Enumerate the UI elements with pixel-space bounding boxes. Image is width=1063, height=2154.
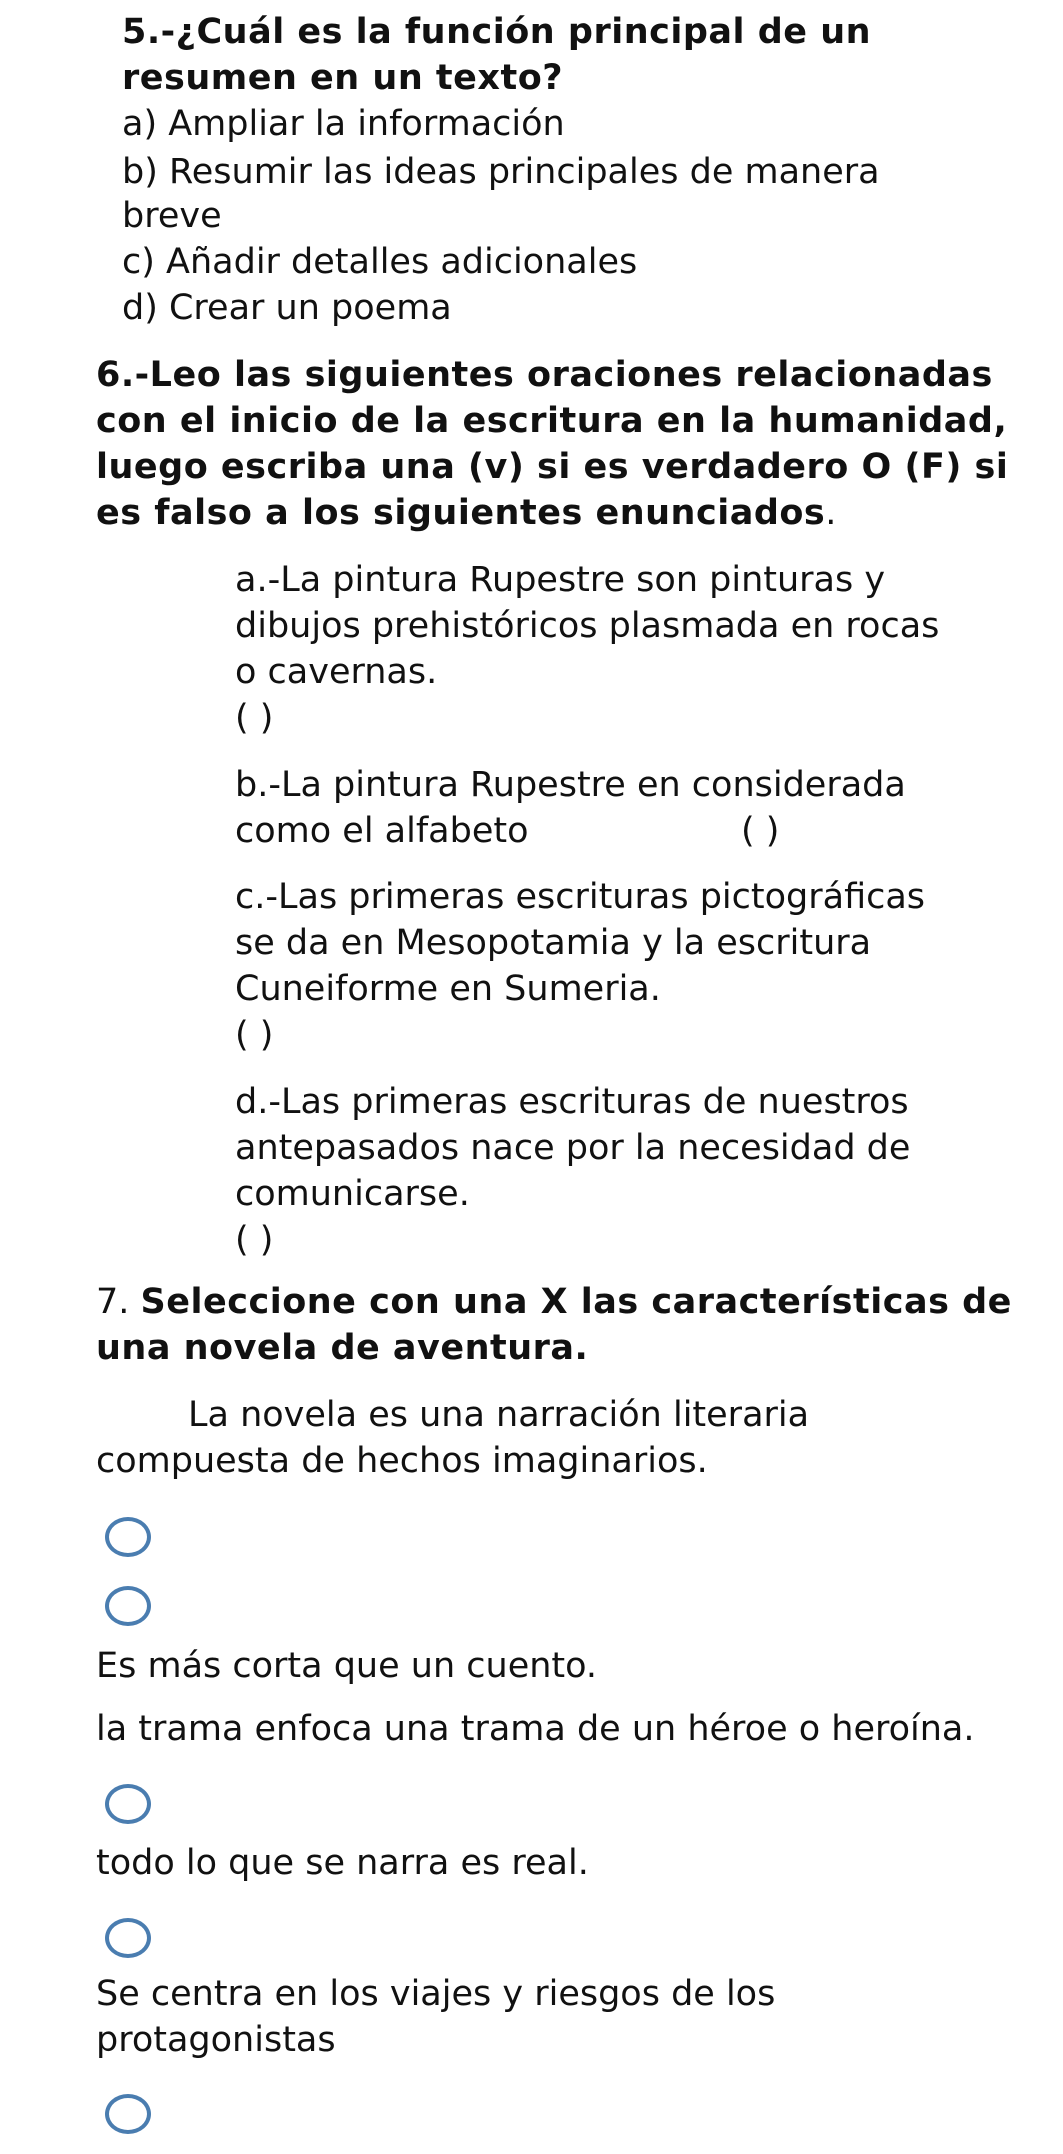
q5-option-b-line2: breve	[122, 196, 222, 236]
q6-item-a-line1: a.-La pintura Rupestre son pinturas y	[235, 560, 886, 600]
q7-radio-option-5[interactable]	[105, 2094, 151, 2134]
q6-item-b-line2: como el alfabeto	[235, 811, 529, 851]
q6-item-d-line3: comunicarse.	[235, 1174, 470, 1214]
q5-title-line1: 5.-¿Cuál es la función principal de un	[122, 12, 872, 52]
q6-item-d-line1: d.-Las primeras escrituras de nuestros	[235, 1082, 909, 1122]
q6-item-c-line3: Cuneiforme en Sumeria.	[235, 969, 661, 1009]
q6-title-line3: luego escriba una (v) si es verdadero O (F) si	[96, 447, 1009, 487]
q7-intro-line1: La novela es una narración literaria	[188, 1395, 810, 1435]
q6-item-a-line3: o cavernas.	[235, 652, 438, 692]
q7-option-travel-line1: Se centra en los viajes y riesgos de los	[96, 1974, 776, 2014]
q6-title-line2: con el inicio de la escritura en la humanidad,	[96, 401, 1008, 441]
q7-option-shorter: Es más corta que un cuento.	[96, 1646, 598, 1686]
q7-option-hero: la trama enfoca una trama de un héroe o heroína.	[96, 1709, 975, 1749]
q6-item-c-line2: se da en Mesopotamia y la escritura	[235, 923, 872, 963]
q6-item-c-line1: c.-Las primeras escrituras pictográficas	[235, 877, 926, 917]
q6-item-b-answer-blank[interactable]: ( )	[741, 811, 780, 851]
q5-option-c: c) Añadir detalles adicionales	[122, 242, 638, 282]
q6-title-line1: 6.-Leo las siguientes oraciones relacionadas	[96, 355, 993, 395]
q5-option-a: a) Ampliar la información	[122, 104, 565, 144]
q7-radio-option-1[interactable]	[105, 1517, 151, 1557]
q5-option-b-line1: b) Resumir las ideas principales de manera	[122, 152, 880, 192]
q6-item-a-line2: dibujos prehistóricos plasmada en rocas	[235, 606, 940, 646]
q7-title-line1	[96, 1279, 1012, 1325]
q7-intro-line2: compuesta de hechos imaginarios.	[96, 1441, 708, 1481]
q7-radio-option-3[interactable]	[105, 1784, 151, 1824]
q6-item-a-answer-blank[interactable]: ( )	[235, 698, 274, 738]
q5-title-line2: resumen en un texto?	[122, 58, 564, 98]
q7-title-text: Seleccione con una X las características de	[140, 1282, 1012, 1322]
q5-option-d: d) Crear un poema	[122, 288, 452, 328]
q7-radio-option-2[interactable]	[105, 1586, 151, 1626]
q6-item-b-line1: b.-La pintura Rupestre en considerada	[235, 765, 906, 805]
q6-item-d-answer-blank[interactable]: ( )	[235, 1220, 274, 1260]
q6-item-d-line2: antepasados nace por la necesidad de	[235, 1128, 911, 1168]
q6-item-c-answer-blank[interactable]: ( )	[235, 1015, 274, 1055]
q7-title-line2: una novela de aventura.	[96, 1328, 589, 1368]
q7-option-real: todo lo que se narra es real.	[96, 1843, 589, 1883]
q6-title-line4-text: es falso a los siguientes enunciados	[96, 493, 826, 533]
q7-option-travel-line2: protagonistas	[96, 2020, 336, 2060]
q6-title-period: .	[825, 493, 837, 533]
q7-radio-option-4[interactable]	[105, 1918, 151, 1958]
q6-title-line4	[96, 490, 837, 536]
q7-title-number: 7.	[96, 1282, 141, 1322]
